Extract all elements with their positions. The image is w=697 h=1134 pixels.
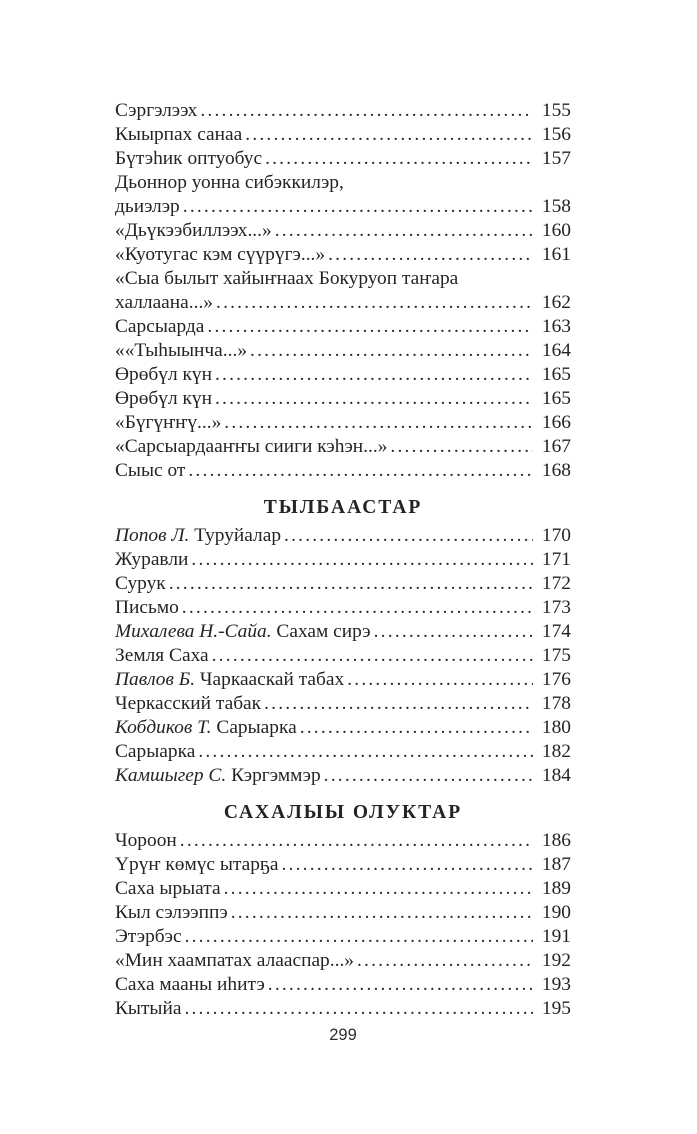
entry-page-number: 157 <box>541 148 571 169</box>
toc-entry <box>115 853 571 877</box>
dot-leader <box>188 459 533 483</box>
dot-leader <box>324 764 533 788</box>
entry-page-number: 165 <box>541 388 571 409</box>
toc-entry <box>115 291 571 315</box>
page-footer <box>115 1026 571 1045</box>
entry-page-number: 178 <box>541 693 571 714</box>
entry-title: Павлов Б. Чаркааскай табах <box>115 669 345 690</box>
dot-leader <box>224 877 533 901</box>
entry-page-number: 166 <box>541 412 571 433</box>
toc-entry <box>115 949 571 973</box>
entry-author: Кобдиков Т. <box>115 717 212 738</box>
entry-title: «Мин хаампатах алааспар...» <box>115 950 354 971</box>
entry-page-number: 175 <box>541 645 571 666</box>
table-of-contents <box>115 99 571 1021</box>
entry-page-number: 155 <box>541 100 571 121</box>
toc-entry <box>115 147 571 171</box>
toc-entry <box>115 901 571 925</box>
entry-title: Дьоннор уонна сибэккилэр, <box>115 172 344 193</box>
toc-entry <box>115 99 571 123</box>
entry-page-number: 180 <box>541 717 571 738</box>
dot-leader <box>390 435 533 459</box>
section-heading: ТЫЛБААСТАР <box>263 497 423 518</box>
dot-leader <box>182 596 533 620</box>
entry-page-number: 195 <box>541 998 571 1019</box>
dot-leader <box>245 123 533 147</box>
dot-leader <box>374 620 533 644</box>
entry-title: «Куотугас кэм сүүрүгэ...» <box>115 244 326 265</box>
toc-entry <box>115 716 571 740</box>
entry-title: Чороон <box>115 830 177 851</box>
entry-title: Сурук <box>115 573 166 594</box>
dot-leader <box>184 997 533 1021</box>
dot-leader <box>284 524 533 548</box>
entry-title: Черкасский табак <box>115 693 262 714</box>
toc-entry <box>115 692 571 716</box>
dot-leader <box>200 99 533 123</box>
dot-leader <box>357 949 533 973</box>
entry-title: Саха мааны иһитэ <box>115 974 265 995</box>
toc-entry <box>115 459 571 483</box>
toc-entry <box>115 997 571 1021</box>
dot-leader <box>180 829 533 853</box>
entry-page-number: 182 <box>541 741 571 762</box>
dot-leader <box>216 291 533 315</box>
toc-entry <box>115 219 571 243</box>
entry-page-number: 189 <box>541 878 571 899</box>
dot-leader <box>212 644 533 668</box>
entry-title: ««Тыһыынча...» <box>115 340 248 361</box>
dot-leader <box>191 548 533 572</box>
toc-entry <box>115 668 571 692</box>
entry-title: Бүтэһик оптуобус <box>115 148 263 169</box>
entry-page-number: 173 <box>541 597 571 618</box>
entry-title: халлаана...» <box>115 292 214 313</box>
dot-leader <box>224 411 533 435</box>
entry-title: «Бүгүҥҥү...» <box>115 412 222 433</box>
entry-page-number: 168 <box>541 460 571 481</box>
entry-title: «Сарсыардааҥҥы сииги кэһэн...» <box>115 436 388 457</box>
entry-title: Камшыгер С. Кэргэммэр <box>115 765 321 786</box>
dot-leader <box>275 219 533 243</box>
entry-page-number: 191 <box>541 926 571 947</box>
entry-page-number: 176 <box>541 669 571 690</box>
entry-title: Журавли <box>115 549 189 570</box>
entry-title: Өрөбүл күн <box>115 364 212 385</box>
toc-entry <box>115 877 571 901</box>
dot-leader <box>265 147 533 171</box>
dot-leader <box>268 973 533 997</box>
entry-page-number: 158 <box>541 196 571 217</box>
section-heading: САХАЛЫЫ ОЛУКТАР <box>223 802 463 823</box>
dot-leader <box>198 740 533 764</box>
entry-page-number: 165 <box>541 364 571 385</box>
entry-author: Камшыгер С. <box>115 765 227 786</box>
dot-leader <box>300 716 533 740</box>
toc-entry <box>115 644 571 668</box>
entry-page-number: 161 <box>541 244 571 265</box>
entry-title: Сыыс от <box>115 460 186 481</box>
entry-title: Попов Л. Туруйалар <box>115 525 282 546</box>
folio-page-number: 299 <box>329 1026 357 1044</box>
toc-entry <box>115 243 571 267</box>
toc-entry <box>115 572 571 596</box>
entry-page-number: 193 <box>541 974 571 995</box>
toc-entry <box>115 387 571 411</box>
entry-title: Өрөбүл күн <box>115 388 212 409</box>
entry-page-number: 164 <box>541 340 571 361</box>
toc-entry <box>115 548 571 572</box>
entry-page-number: 170 <box>541 525 571 546</box>
toc-entry <box>115 620 571 644</box>
entry-page-number: 190 <box>541 902 571 923</box>
toc-entry <box>115 596 571 620</box>
toc-entry <box>115 195 571 219</box>
entry-page-number: 186 <box>541 830 571 851</box>
entry-title: Кыл сэлээппэ <box>115 902 228 923</box>
toc-entry <box>115 925 571 949</box>
entry-page-number: 172 <box>541 573 571 594</box>
toc-entry <box>115 524 571 548</box>
entry-title: Сарыарка <box>115 741 196 762</box>
dot-leader <box>347 668 533 692</box>
entry-title: Кытыйа <box>115 998 182 1019</box>
dot-leader <box>185 925 533 949</box>
entry-title: дьиэлэр <box>115 196 180 217</box>
toc-entry <box>115 764 571 788</box>
entry-title: Письмо <box>115 597 179 618</box>
toc-entry <box>115 267 571 291</box>
entry-title: Сарсыарда <box>115 316 205 337</box>
entry-page-number: 167 <box>541 436 571 457</box>
dot-leader <box>250 339 533 363</box>
entry-title: Земля Саха <box>115 645 209 666</box>
entry-title: «Дьүкээбиллээх...» <box>115 220 272 241</box>
entry-title: Михалева Н.-Сайа. Сахам сирэ <box>115 621 371 642</box>
entry-page-number: 156 <box>541 124 571 145</box>
entry-page-number: 192 <box>541 950 571 971</box>
toc-entry <box>115 829 571 853</box>
dot-leader <box>264 692 533 716</box>
entry-title: Сэргэлээх <box>115 100 198 121</box>
entry-title: Кобдиков Т. Сарыарка <box>115 717 297 738</box>
dot-leader <box>215 387 533 411</box>
toc-entry <box>115 339 571 363</box>
entry-page-number: 171 <box>541 549 571 570</box>
entry-author: Павлов Б. <box>115 669 196 690</box>
entry-title: «Сыа былыт хайыҥнаах Бокуруоп таҥара <box>115 268 459 289</box>
entry-title: Этэрбэс <box>115 926 182 947</box>
entry-author: Попов Л. <box>115 525 190 546</box>
entry-page-number: 162 <box>541 292 571 313</box>
toc-entry <box>115 435 571 459</box>
dot-leader <box>282 853 534 877</box>
entry-page-number: 163 <box>541 316 571 337</box>
dot-leader <box>183 195 533 219</box>
toc-entry <box>115 315 571 339</box>
dot-leader <box>231 901 533 925</box>
dot-leader <box>207 315 533 339</box>
toc-entry <box>115 171 571 195</box>
entry-title: Кыырпах санаа <box>115 124 243 145</box>
entry-title: Саха ырыата <box>115 878 221 899</box>
entry-title: Үрүҥ көмүс ытарҕа <box>115 854 279 875</box>
entry-page-number: 174 <box>541 621 571 642</box>
entry-page-number: 187 <box>541 854 571 875</box>
dot-leader <box>215 363 533 387</box>
dot-leader <box>328 243 533 267</box>
dot-leader <box>169 572 533 596</box>
toc-entry <box>115 411 571 435</box>
toc-entry <box>115 123 571 147</box>
entry-author: Михалева Н.-Сайа. <box>115 621 272 642</box>
entry-page-number: 184 <box>541 765 571 786</box>
entry-page-number: 160 <box>541 220 571 241</box>
toc-entry <box>115 973 571 997</box>
toc-entry <box>115 740 571 764</box>
toc-entry <box>115 363 571 387</box>
